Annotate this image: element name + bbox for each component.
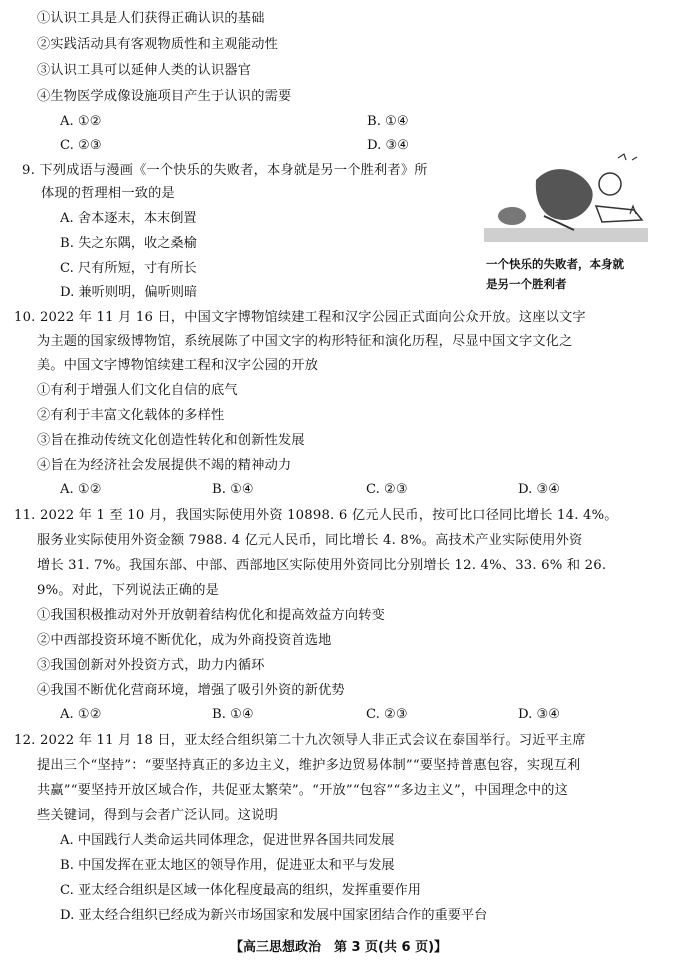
q12-stem-line-1: 12. 2022 年 11 月 18 日，亚太经合组织第二十九次领导人非正式会议在泰国举行。习近平主席 — [14, 733, 586, 748]
cartoon-caption-line-2: 是另一个胜利者 — [486, 277, 567, 291]
q12-option-c[interactable]: C. 亚太经合组织是区域一体化程度最高的组织，发挥重要作用 — [60, 883, 421, 898]
q10-option-b[interactable]: B. ①④ — [212, 482, 254, 497]
q12-option-d[interactable]: D. 亚太经合组织已经成为新兴市场国家和发展中国家团结合作的重要平台 — [60, 908, 488, 923]
cartoon-illustration — [484, 150, 648, 242]
q12-stem-line-2: 提出三个“坚持”：“要坚持真正的多边主义，维护多边贸易体制”“要坚持普惠包容，实现互利 — [37, 758, 581, 773]
q11-option-b[interactable]: B. ①④ — [212, 707, 254, 722]
q8-statement-4: ④生物医学成像设施项目产生于认识的需要 — [37, 89, 292, 104]
q10-statement-1: ①有利于增强人们文化自信的底气 — [37, 383, 238, 398]
q9-option-c[interactable]: C. 尺有所短，寸有所长 — [60, 261, 197, 276]
q8-statement-2: ②实践活动具有客观物质性和主观能动性 — [37, 37, 278, 52]
q12-option-a[interactable]: A. 中国践行人类命运共同体理念，促进世界各国共同发展 — [60, 833, 395, 848]
q11-statement-1: ①我国积极推动对外开放朝着结构优化和提高效益方向转变 — [37, 608, 386, 623]
q10-option-a[interactable]: A. ①② — [60, 482, 102, 497]
q12-option-b[interactable]: B. 中国发挥在亚太地区的领导作用，促进亚太和平与发展 — [60, 858, 395, 873]
q10-statement-4: ④旨在为经济社会发展提供不竭的精神动力 — [37, 458, 292, 473]
q9-option-a[interactable]: A. 舍本逐末，本末倒置 — [60, 211, 197, 226]
cartoon-caption-line-1: 一个快乐的失败者，本身就 — [486, 257, 624, 271]
q11-stem-line-1: 11. 2022 年 1 至 10 月，我国实际使用外资 10898. 6 亿元人民币，按可比口径同比增长 14. 4%。 — [14, 508, 618, 523]
q10-option-d[interactable]: D. ③④ — [518, 482, 561, 497]
q8-statement-3: ③认识工具可以延伸人类的认识器官 — [37, 63, 252, 78]
q11-statement-3: ③我国创新对外投资方式，助力内循环 — [37, 658, 265, 673]
q11-option-a[interactable]: A. ①② — [60, 707, 102, 722]
cartoon-drawing — [484, 150, 648, 242]
page-footer: 【高三思想政治 第 3 页(共 6 页)】 — [229, 940, 448, 955]
q10-stem-line-1: 10. 2022 年 11 月 16 日，中国文字博物馆续建工程和汉字公园正式面向公众开放。这座以文字 — [14, 310, 586, 325]
q9-option-b[interactable]: B. 失之东隅，收之桑榆 — [60, 236, 197, 251]
q8-option-b[interactable]: B. ①④ — [367, 114, 409, 129]
q11-stem-line-4: 9%。对此，下列说法正确的是 — [37, 583, 219, 598]
q8-option-a[interactable]: A. ①② — [60, 114, 102, 129]
q11-statement-4: ④我国不断优化营商环境，增强了吸引外资的新优势 — [37, 683, 345, 698]
q10-statement-3: ③旨在推动传统文化创造性转化和创新性发展 — [37, 433, 305, 448]
q11-stem-line-2: 服务业实际使用外资金额 7988. 4 亿元人民币，同比增长 4. 8%。高技术产业实际使用外资 — [37, 533, 583, 548]
q8-option-d[interactable]: D. ③④ — [367, 138, 410, 153]
q10-option-c[interactable]: C. ②③ — [366, 482, 408, 497]
q11-stem-line-3: 增长 31. 7%。我国东部、中部、西部地区实际使用外资同比分别增长 12. 4%、33. 6% 和 26. — [37, 558, 607, 573]
q12-stem-line-3: 共赢”“要坚持开放区域合作，共促亚太繁荣”。“开放”“包容”“多边主义”，中国理念中的这 — [37, 783, 569, 798]
q10-statement-2: ②有利于丰富文化载体的多样性 — [37, 408, 225, 423]
q8-option-c[interactable]: C. ②③ — [60, 138, 102, 153]
q10-stem-line-3: 美。中国文字博物馆续建工程和汉字公园的开放 — [37, 358, 319, 373]
q11-option-c[interactable]: C. ②③ — [366, 707, 408, 722]
q12-stem-line-4: 些关键词，得到与会者广泛认同。这说明 — [37, 808, 278, 823]
q9-stem-line-1: 9. 下列成语与漫画《一个快乐的失败者，本身就是另一个胜利者》所 — [22, 163, 428, 178]
q10-stem-line-2: 为主题的国家级博物馆，系统展陈了中国文字的构形特征和演化历程，尽显中国文字文化之 — [37, 334, 573, 349]
q11-statement-2: ②中西部投资环境不断优化，成为外商投资首选地 — [37, 633, 332, 648]
q9-option-d[interactable]: D. 兼听则明，偏听则暗 — [60, 285, 198, 300]
q9-stem-line-2: 体现的哲理相一致的是 — [41, 186, 175, 201]
q8-statement-1: ①认识工具是人们获得正确认识的基础 — [37, 11, 265, 26]
q11-option-d[interactable]: D. ③④ — [518, 707, 561, 722]
